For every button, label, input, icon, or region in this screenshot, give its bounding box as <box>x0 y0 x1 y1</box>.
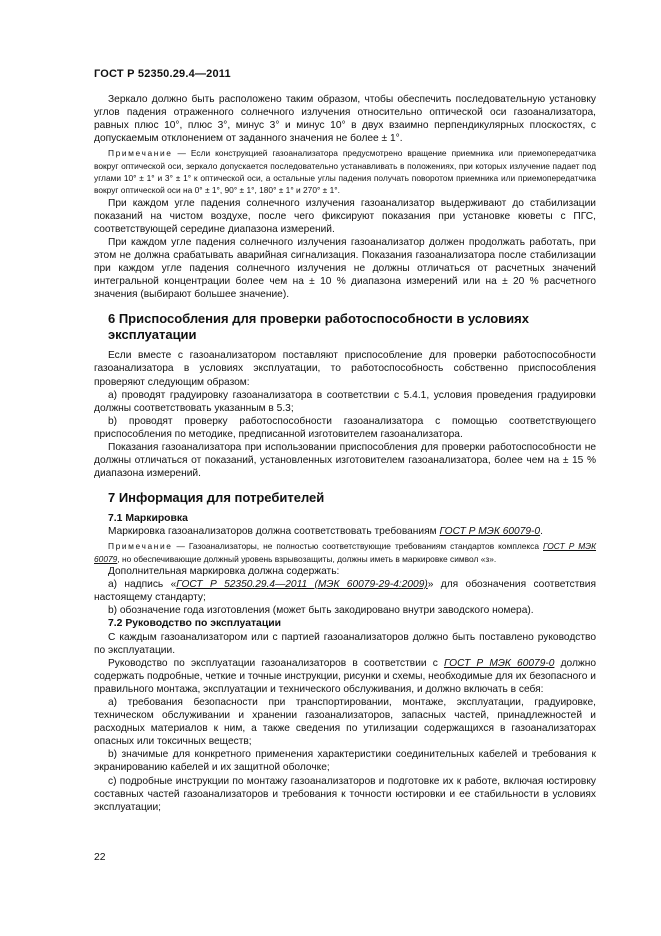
page-content <box>94 93 596 814</box>
subsection-7-2-heading: 7.2 Руководство по эксплуатации <box>108 618 282 630</box>
marking-text-end: . <box>540 526 543 538</box>
paragraph-stabilization: При каждом угле падения солнечного излучения газоанализатор выдерживают до стабилизации показаний на чистом воздухе, после чего фиксируют показания при установке кюветы с ПГС, соответствующей середине диапазона измерений. <box>94 197 596 235</box>
note-rotation <box>94 147 596 196</box>
marking-text: Маркировка газоанализаторов должна соответствовать требованиям <box>108 526 440 538</box>
item-text: a) надпись « <box>108 579 177 591</box>
note-text: — Газоанализаторы, не полностью соответствующие требованиям стандартов комплекса <box>172 541 544 552</box>
section-7-heading: 7 Информация для потребителей <box>108 490 325 506</box>
list-item-b: b) обозначение года изготовления (может быть закодировано внутри заводского номера). <box>108 605 534 617</box>
note-marking <box>94 540 596 565</box>
note-label: Примечание <box>108 148 173 159</box>
note-label: Примечание <box>108 541 173 552</box>
paragraph-manual: С каждым газоанализатором или с партией газоанализаторов должно быть поставлено руководство по эксплуатации. <box>94 631 596 656</box>
item-text-end: » для обозначения соответствия настоящему стандарту; <box>94 579 597 604</box>
paragraph-operation: При каждом угле падения солнечного излучения газоанализатор должен продолжать работать, при этом не должна срабатывать аварийная сигнализация. Показания газоанализатора после стабилизации при каждом угле падения солнечного излучения не должны отличаться от расчетных значений интегральной концентрации более чем на ± 10 % диапазона измерений или на ± 20 % расчетного значения (выбирают большее значение). <box>94 236 596 301</box>
note-text-end: , но обеспечивающие должный уровень взрывозащиты, должны иметь в маркировке символ «з». <box>117 553 497 564</box>
list-item-b: b) значимые для конкретного применения характеристики соединительных кабелей и требования к экранированию кабелей и их защитной оболочке; <box>94 749 596 774</box>
manual-text: Руководство по эксплуатации газоанализаторов в соответствии с <box>108 657 444 669</box>
standard-link[interactable]: ГОСТ Р 52350.29.4—2011 (МЭК 60079-29-4:2009) <box>176 579 428 591</box>
list-item-a: a) проводят градуировку газоанализатора в соответствии с 5.4.1, условия проведения градуировки должны соответствовать указанным в 5.3; <box>94 389 596 414</box>
paragraph-additional-marking: Дополнительная маркировка должна содержать: <box>108 566 340 578</box>
subsection-7-1-heading: 7.1 Маркировка <box>108 513 188 525</box>
list-item-b: b) проводят проверку работоспособности газоанализатора с помощью соответствующего приспособления по методике, предписанной изготовителем газоанализатора. <box>94 415 596 440</box>
standard-link[interactable]: ГОСТ Р МЭК 60079 <box>94 541 597 564</box>
standard-link[interactable]: ГОСТ Р МЭК 60079-0 <box>443 657 555 669</box>
manual-text-end: должно содержать подробные, четкие и точные инструкции, рисунки и схемы, необходимые для их безопасного и правильного монтажа, эксплуатации и технического обслуживания, и должно включать в себя: <box>94 657 597 695</box>
paragraph-readings: Показания газоанализатора при использовании приспособления для проверки работоспособности не должны отличаться от показаний, установленных изготовителем газоанализатора, более чем на ± 15 % диапазона измерений. <box>94 441 596 480</box>
page-header-title: ГОСТ Р 52350.29.4—2011 <box>94 68 231 80</box>
note-text: — Если конструкцией газоанализатора предусмотрено вращение приемника или приемопередатчика вокруг оптической оси, зеркало допускается последовательно устанавливать в положениях, при которых излучение падает под углами 10° ± 1° и 3° ± 1° к оптической оси, а остальные углы падения получать поворотом приемника или приемопередатчика вокруг оптической оси на 0° ± 1°, 90° ± 1°, 180° ± 1° и 270° ± 1°. <box>94 148 596 196</box>
paragraph-manual-content <box>94 657 596 696</box>
page-number: 22 <box>94 852 106 863</box>
list-item-a <box>94 578 596 604</box>
paragraph-marking <box>94 525 596 538</box>
section-6-heading: 6 Приспособления для проверки работоспособности в условиях эксплуатации <box>108 311 529 343</box>
list-item-a: a) требования безопасности при транспортировании, монтаже, эксплуатации, градуировке, техническом обслуживании и хранении газоанализаторов, запасных частей, принадлежностей и расходных материалов к ним, а также сведения по утилизации содержащихся в газоанализаторах опасных или токсичных веществ; <box>94 696 596 748</box>
paragraph-mirror: Зеркало должно быть расположено таким образом, чтобы обеспечить последовательную установку углов падения отраженного солнечного излучения относительно оптической оси газоанализатора, равных плюс 10°, плюс 3°, минус 3° и минус 10° в двух взаимно перпендикулярных плоскостях, с допускаемым отклонением от заданного значения не более ± 1°. <box>94 94 596 145</box>
standard-link[interactable]: ГОСТ Р МЭК 60079-0 <box>439 526 541 538</box>
list-item-c: c) подробные инструкции по монтажу газоанализаторов и подготовке их к работе, включая юстировку составных частей газоанализаторов и требования к точности юстировки и ее стабильности в условиях эксплуатации; <box>94 775 596 813</box>
paragraph-fixture: Если вместе с газоанализатором поставляют приспособление для проверки работоспособности газоанализатора в условиях эксплуатации, то работоспособность собственно приспособления проверяют следующим образом: <box>94 350 596 388</box>
